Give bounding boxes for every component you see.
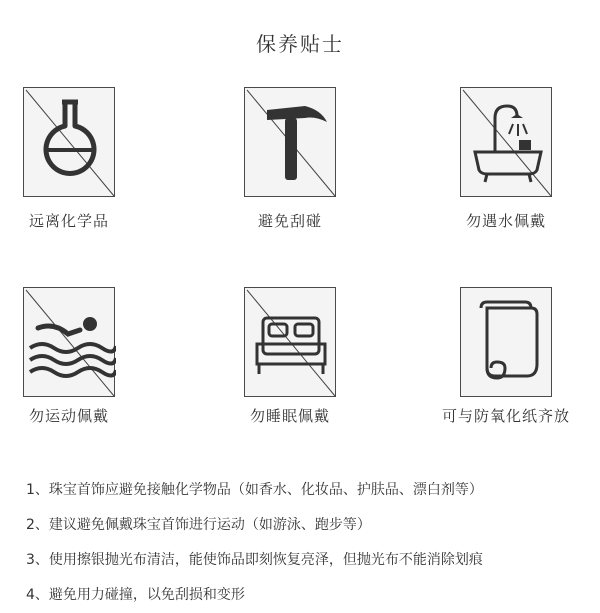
swimmer-icon bbox=[24, 288, 116, 398]
tip-card-chemicals bbox=[23, 87, 115, 197]
tip-label-sports: 勿运动佩戴 bbox=[28, 407, 109, 425]
page-title: 保养贴士 bbox=[256, 32, 344, 56]
care-notes bbox=[26, 473, 586, 613]
paper-scroll-icon bbox=[461, 288, 553, 398]
tip-label-sleep: 勿睡眠佩戴 bbox=[249, 407, 330, 425]
tip-card-water bbox=[460, 87, 552, 197]
tip-card-scratch bbox=[244, 87, 336, 197]
tip-label-anti-oxidation: 可与防氧化纸齐放 bbox=[441, 407, 570, 425]
tip-card-sleep bbox=[244, 287, 336, 397]
care-note-3: 3、使用擦银抛光布清洁，能使饰品即刻恢复亮泽，但抛光布不能消除划痕 bbox=[26, 552, 483, 568]
tip-label-chemicals: 远离化学品 bbox=[28, 212, 109, 230]
tip-card-sports bbox=[23, 287, 115, 397]
care-note-4: 4、避免用力碰撞，以免刮损和变形 bbox=[26, 587, 245, 603]
care-note-1: 1、珠宝首饰应避免接触化学物品（如香水、化妆品、护肤品、漂白剂等） bbox=[26, 482, 483, 498]
tip-card-anti-oxidation bbox=[460, 287, 552, 397]
care-note-2: 2、建议避免佩戴珠宝首饰进行运动（如游泳、跑步等） bbox=[26, 517, 371, 533]
bathtub-shower-icon bbox=[461, 88, 553, 198]
tip-label-scratch: 避免刮碰 bbox=[257, 212, 322, 230]
bed-icon bbox=[245, 288, 337, 398]
hammer-icon bbox=[245, 88, 337, 198]
flask-icon bbox=[24, 88, 116, 198]
tip-label-water: 勿遇水佩戴 bbox=[465, 212, 546, 230]
